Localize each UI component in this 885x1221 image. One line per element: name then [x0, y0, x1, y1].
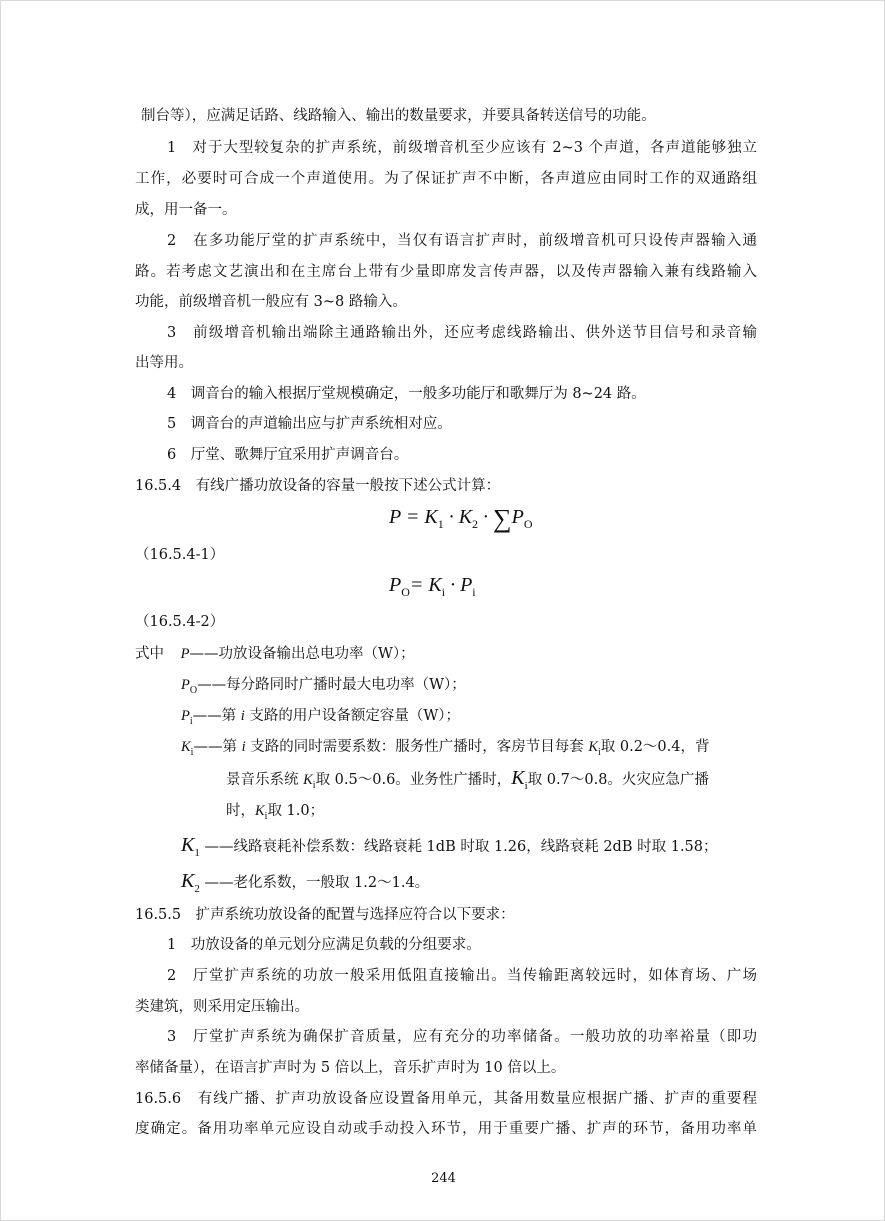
where-desc: 取 1.0； [267, 803, 325, 819]
paragraph-line: 4 调音台的输入根据厅堂规模确定，一般多功能厅和歌舞厅为 8~24 路。 [167, 386, 646, 402]
paragraph-line: 工作，必要时可合成一个声道使用。为了保证扩声不中断，各声道应由同时工作的双通路组 [135, 171, 757, 187]
paragraph-line: 2 厅堂扩声系统的功放一般采用低阻直接输出。当传输距离较远时，如体育场、广场 [167, 968, 757, 984]
paragraph-line: 3 前级增音机输出端除主通路输出外，还应考虑线路输出、供外送节目信号和录音输 [167, 325, 757, 341]
paragraph-line: 出等用。 [135, 355, 193, 371]
where-desc: ——老化系数，一般取 1.2～1.4。 [204, 875, 430, 891]
var-ki: $K_i$ [255, 803, 268, 822]
paragraph-line: 1 对于大型较复杂的扩声系统，前级增音机至少应该有 2~3 个声道，各声道能够独立 [167, 140, 757, 156]
where-desc: ——第 [193, 739, 242, 755]
paragraph-line: 功能，前级增音机一般应有 3~8 路输入。 [135, 294, 407, 310]
where-item-po [181, 676, 466, 700]
var-ki: $K_i$ [511, 767, 528, 792]
where-desc: ——线路衰耗补偿系数：线路衰耗 1dB 时取 1.26，线路衰耗 2dB 时取 1.58； [204, 839, 718, 855]
paragraph-line: 成，用一备一。 [135, 202, 237, 218]
formula-label: （16.5.4-1） [135, 547, 225, 563]
var-i: i [241, 739, 246, 755]
where-item-k2 [181, 872, 429, 898]
formula-16-5-4-2: $P_O= K_i \cdot P_i$ [389, 574, 476, 599]
section-heading: 16.5.4 有线广播功放设备的容量一般按下述公式计算： [135, 478, 501, 494]
where-desc: 时， [226, 803, 255, 819]
where-desc: 取 0.5～0.6。业务性广播时， [315, 772, 512, 788]
paragraph-line: 路。若考虑文艺演出和在主席台上带有少量即席发言传声器，以及传声器输入兼有线路输入 [135, 264, 757, 280]
var-k1: $K_1$ [181, 834, 200, 859]
where-item-pi [181, 707, 460, 731]
paragraph-line: 类建筑，则采用定压输出。 [135, 999, 309, 1015]
where-intro: 式中 [135, 646, 164, 662]
section-heading: 16.5.5 扩声系统功放设备的配置与选择应符合以下要求： [135, 907, 515, 923]
paragraph-line: 3 厅堂扩声系统为确保扩音质量，应有充分的功率储备。一般功放的功率裕量（即功 [167, 1029, 757, 1045]
section-heading: 16.5.6 有线广播、扩声功放设备应设置备用单元，其备用数量应根据广播、扩声的重要程 [135, 1091, 757, 1107]
where-item-ki [181, 738, 710, 762]
where-item-ki-cont [226, 769, 709, 795]
where-desc: 取 0.7～0.8。火灾应急广播 [527, 772, 709, 788]
var-ki: $K_i$ [303, 772, 316, 791]
where-item-p [135, 645, 415, 663]
var-pi: $P_i$ [181, 708, 193, 727]
where-desc: 支路的同时需要系数：服务性广播时，客房节目每套 [245, 739, 589, 755]
where-desc: ——每分路同时广播时最大电功率（W）； [197, 677, 466, 693]
paragraph-line: 度确定。备用功率单元应设自动或手动投入环节，用于重要广播、扩声的环节，备用功率单 [135, 1121, 757, 1137]
formula-16-5-4-1: $P = K_1 \cdot K_2 \cdot \sum P_O$ [389, 504, 533, 533]
var-k2: $K_2$ [181, 870, 200, 895]
paragraph-line: 5 调音台的声道输出应与扩声系统相对应。 [167, 416, 452, 432]
var-p: P [180, 646, 190, 662]
where-desc: 景音乐系统 [226, 772, 304, 788]
paragraph-line: 1 功放设备的单元划分应满足负载的分组要求。 [167, 937, 481, 953]
where-desc: 取 0.2～0.4，背 [600, 739, 710, 755]
where-item-k1 [181, 836, 718, 862]
paragraph-line: 2 在多功能厅堂的扩声系统中，当仅有语言扩声时，前级增音机可只设传声器输入通 [167, 233, 757, 249]
var-ki: $K_i$ [181, 739, 194, 758]
where-desc: ——功放设备输出总电功率（W）； [189, 646, 415, 662]
paragraph-line: 率储备量），在语言扩声时为 5 倍以上，音乐扩声时为 10 倍以上。 [135, 1060, 566, 1076]
where-desc: ——第 [192, 708, 241, 724]
paragraph-line: 制台等），应满足话路、线路输入、输出的数量要求，并要具备转送信号的功能。 [141, 108, 656, 124]
paragraph-line: 6 厅堂、歌舞厅宜采用扩声调音台。 [167, 447, 409, 463]
var-ki: $K_i$ [588, 739, 601, 758]
where-desc: 支路的用户设备额定容量（W）； [244, 708, 461, 724]
page-number: 244 [431, 1171, 456, 1186]
formula-label: （16.5.4-2） [135, 614, 225, 630]
var-i: i [240, 708, 245, 724]
where-item-ki-cont [226, 802, 324, 826]
var-po: $P_O$ [181, 677, 198, 696]
